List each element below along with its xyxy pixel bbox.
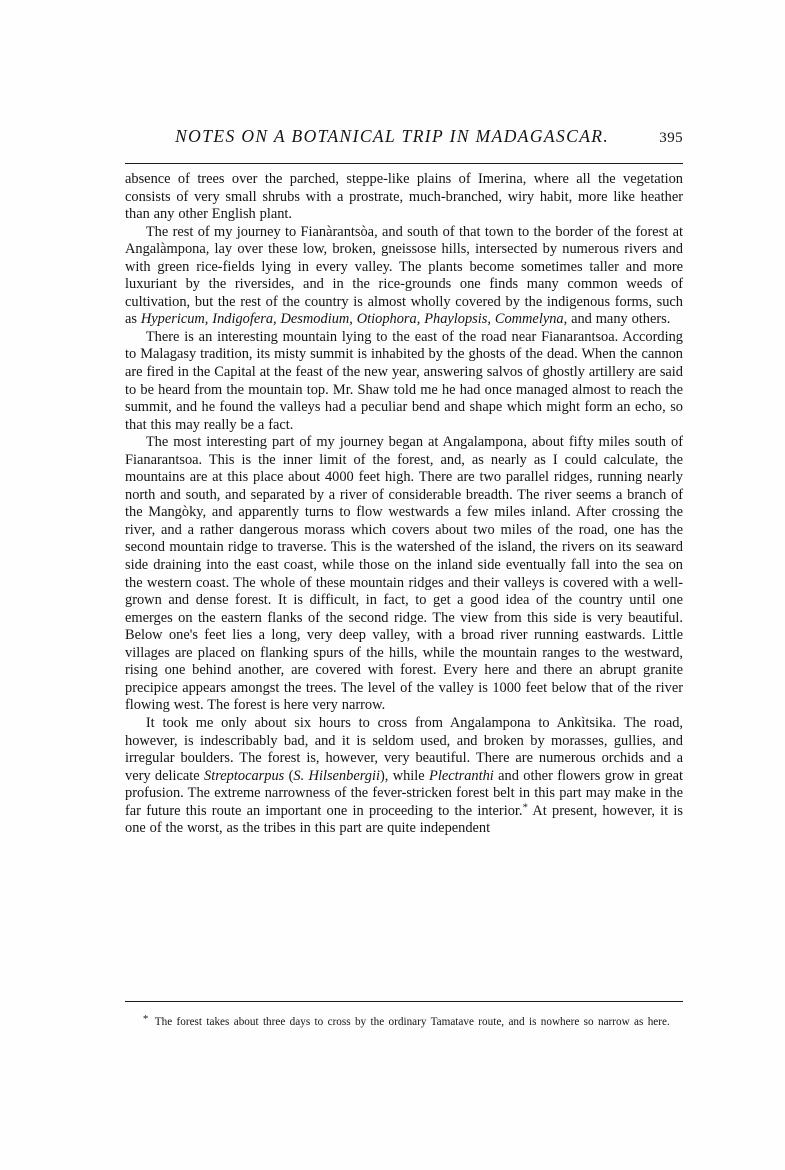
paragraph-5-text-3: ), while bbox=[379, 767, 430, 784]
italic-genus-list: Hypericum, Indigofera, Desmodium, Otiophora, Phaylopsis, Commelyna bbox=[140, 311, 564, 328]
page-number: 395 bbox=[659, 130, 683, 146]
paragraph-5-text-2: ( bbox=[284, 767, 294, 784]
paragraph-5-text-5: At present, however, it is one of the worst, as the tribes in this part are quite independent bbox=[125, 802, 683, 837]
footnote-rule bbox=[125, 1001, 683, 1002]
italic-streptocarpus: Streptocarpus bbox=[204, 767, 285, 784]
paragraph-2 bbox=[125, 224, 683, 329]
paragraph-5 bbox=[125, 715, 683, 838]
paragraph-3: There is an interesting mountain lying to the east of the road near Fianarantsoa. According to Malagasy tradition, its misty summit is inhabited by the ghosts of the dead. When the cannon are fired in the Capital at the feast of the new year, answering salvos of ghostly artillery are said to be heard from the mountain top. Mr. Shaw told me he had once managed almost to reach the summit, and he found the valleys had a peculiar bend and shape which might form an echo, so that this may really be a fact. bbox=[125, 328, 683, 433]
paragraph-1: absence of trees over the parched, steppe-like plains of Imerina, where all the vegetation consists of very small shrubs with a prostrate, much-branched, wiry habit, more like heather than any other English plant. bbox=[125, 171, 683, 223]
body-text bbox=[125, 171, 683, 838]
italic-plectranthi: Plectranthi bbox=[429, 767, 494, 784]
paragraph-5-text-4: and other flowers grow in great profusion. The extreme narrowness of the fever-stricken forest belt in this part may make in the far future this route an important one in proceeding to the interior. bbox=[125, 767, 683, 819]
paragraph-4: The most interesting part of my journey began at Angalampona, about fifty miles south of Fianarantsoa. This is the inner limit of the forest, and, as nearly as I could calculate, the mountains are at this place about 4000 feet high. There are two parallel ridges, running nearly north and south, and separated by a river of considerable breadth. The river seems a branch of the Mangòky, and apparently turns to flow westwards a few miles inland. After crossing the river, and a rather dangerous morass which covers about two miles of the road, one has the second mountain ridge to traverse. This is the watershed of the island, the rivers on its seaward side draining into the east coast, while those on the inland side eventually fall into the sea on the western coast. The whole of these mountain ridges and their valleys is covered with a well-grown and dense forest. It is difficult, in fact, to get a good idea of the country until one emerges on the eastern flanks of the second ridge. The view from this side is very beautiful. Below one's feet lies a long, very deep valley, with a broad river running eastwards. Little villages are placed on flanking spurs of the hills, while the mountain ranges to the westward, rising one behind another, are covered with forest. Every here and there an abrupt granite precipice appears amongst the trees. The level of the valley is 1000 feet below that of the river flowing west. The forest is here very narrow. bbox=[125, 434, 683, 714]
italic-species-epithet: S. Hilsenbergii bbox=[293, 767, 380, 784]
footnote-reference-marker: * bbox=[522, 801, 528, 814]
page-title: NOTES ON A BOTANICAL TRIP IN MADAGASCAR. bbox=[175, 126, 610, 146]
running-head bbox=[125, 126, 683, 152]
footnote bbox=[125, 1012, 683, 1029]
paragraph-5-text-1: It took me only about six hours to cross from Angalampona to Ankìtsika. The road, however, is indescribably bad, and it is seldom used, and broken by morasses, gullies, and irregular boulders. The forest is, however, very beautiful. There are numerous orchids and a very delicate bbox=[125, 714, 683, 784]
footnote-text: The forest takes about three days to cross by the ordinary Tamatave route, and is nowhere so narrow as here. bbox=[154, 1016, 670, 1029]
footnote-marker: * bbox=[142, 1013, 151, 1025]
paragraph-2-text-after: , and many others. bbox=[563, 311, 671, 328]
paragraph-2-text-before: The rest of my journey to Fianàrantsòa, and south of that town to the border of the forest at Angalàmpona, lay over these low, broken, gneissose hills, intersected by numerous rivers and with green rice-fields lying in every valley. The plants become sometimes taller and more luxuriant by the riversides, and in the rice-grounds one finds many common weeds of cultivation, but the rest of the country is almost wholly covered by the indigenous forms, such as bbox=[125, 223, 683, 328]
header-rule bbox=[125, 163, 683, 164]
